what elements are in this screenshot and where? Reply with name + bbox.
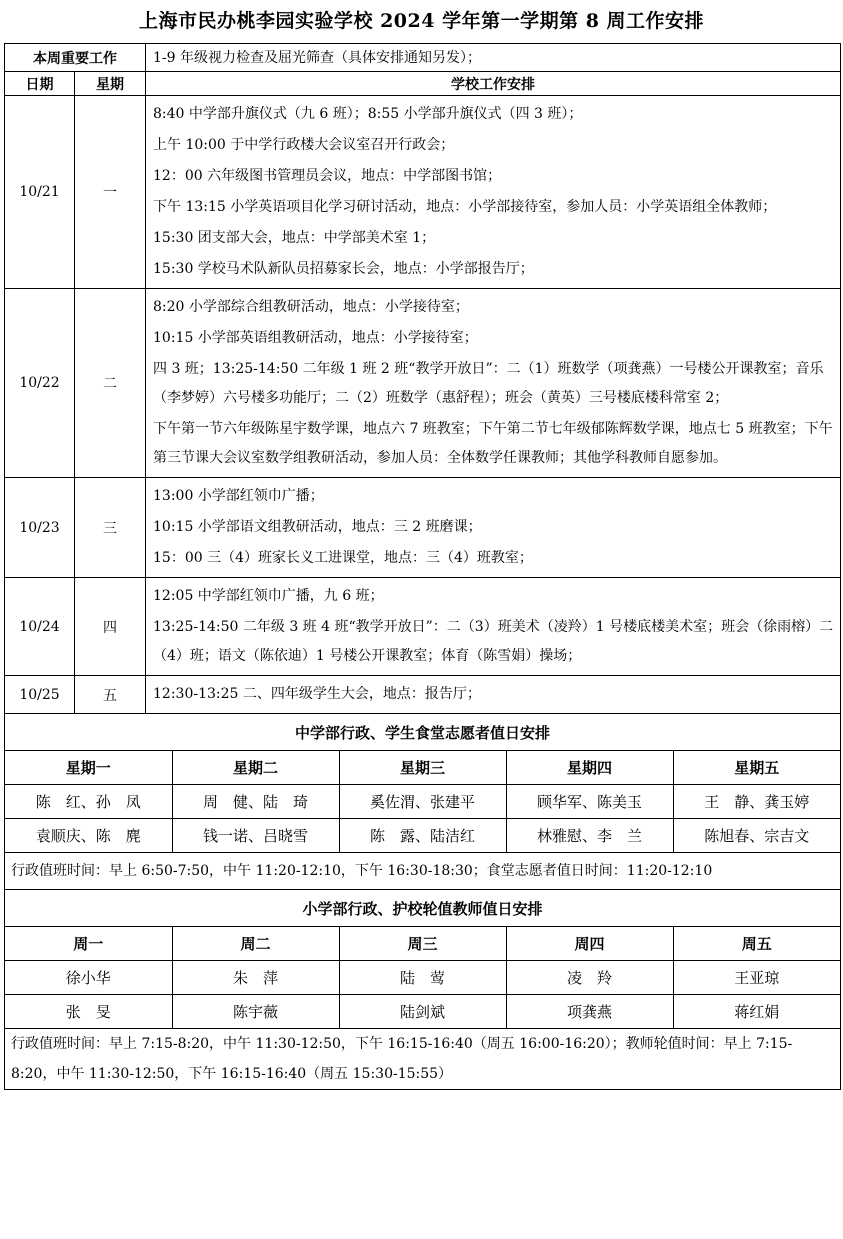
duty-cell: 林雅慰、李 兰 (506, 819, 673, 853)
duty-cell: 陆剑斌 (339, 995, 506, 1029)
primary-header-thu: 周四 (506, 927, 673, 961)
duty-cell: 顾华军、陈美玉 (506, 785, 673, 819)
day-weekday: 五 (75, 676, 146, 714)
day-date: 10/24 (5, 578, 75, 676)
duty-cell: 陈 露、陆洁红 (339, 819, 506, 853)
duty-cell: 凌 羚 (506, 961, 673, 995)
duty-cell: 奚佐渭、张建平 (339, 785, 506, 819)
duty-cell: 朱 萍 (172, 961, 339, 995)
primary-header-fri: 周五 (673, 927, 840, 961)
plan-line: 8:40 中学部升旗仪式（九 6 班）；8:55 小学部升旗仪式（四 3 班）； (153, 106, 583, 122)
duty-cell: 蒋红娟 (673, 995, 840, 1029)
day-row-thursday (5, 578, 841, 676)
primary-duty-title: 小学部行政、护校轮值教师值日安排 (5, 890, 840, 927)
day-weekday: 四 (75, 578, 146, 676)
middle-header-mon: 星期一 (5, 751, 172, 785)
plan-line: 15：00 三（4）班家长义工进课堂，地点：三（4）班教室； (153, 550, 533, 566)
plan-line: 13:00 小学部红领巾广播； (153, 488, 324, 504)
important-label: 本周重要工作 (5, 44, 146, 72)
page-title: 上海市民办桃李园实验学校 2024 学年第一学期第 8 周工作安排 (138, 10, 705, 32)
important-text: 1-9 年级视力检查及屈光筛查（具体安排通知另发）； (146, 44, 841, 72)
primary-header-wed: 周三 (339, 927, 506, 961)
duty-cell: 陈 红、孙 凤 (5, 785, 172, 819)
middle-duty-title: 中学部行政、学生食堂志愿者值日安排 (5, 714, 840, 751)
day-plan (146, 478, 841, 578)
duty-cell: 徐小华 (5, 961, 172, 995)
day-weekday: 一 (75, 96, 146, 289)
primary-duty-section (5, 890, 841, 1090)
plan-line: 四 3 班；13:25-14:50 二年级 1 班 2 班“教学开放日”：二（1）班数学（项龚燕）一号楼公开课教室；音乐（李梦婷）六号楼多功能厅；二（2）班数学（惠舒程）；班会（黄英）三号楼底楼科常室 2； (153, 361, 824, 406)
primary-duty-table (5, 890, 840, 1089)
day-plan (146, 289, 841, 478)
day-row-monday (5, 96, 841, 289)
middle-duty-table (5, 714, 840, 889)
day-date: 10/23 (5, 478, 75, 578)
plan-line: 15:30 学校马术队新队员招募家长会，地点：小学部报告厅； (153, 261, 534, 277)
day-weekday: 三 (75, 478, 146, 578)
primary-header-mon: 周一 (5, 927, 172, 961)
middle-header-wed: 星期三 (339, 751, 506, 785)
duty-cell: 陈旭春、宗吉文 (673, 819, 840, 853)
duty-cell: 袁顺庆、陈 麂 (5, 819, 172, 853)
header-date: 日期 (5, 72, 75, 96)
duty-cell: 周 健、陆 琦 (172, 785, 339, 819)
day-row-wednesday (5, 478, 841, 578)
middle-header-fri: 星期五 (673, 751, 840, 785)
header-plan: 学校工作安排 (146, 72, 841, 96)
duty-cell: 陈宇薇 (172, 995, 339, 1029)
plan-line: 下午第一节六年级陈星宇数学课，地点六 7 班教室；下午第二节七年级郁陈辉数学课，地点七 5 班教室；下午第三节课大会议室数学组教研活动，参加人员：全体数学任课教师；其他学科教师自愿参加。 (153, 421, 833, 466)
duty-cell: 钱一诺、吕晓雪 (172, 819, 339, 853)
day-plan (146, 578, 841, 676)
primary-duty-note: 行政值班时间：早上 7:15-8:20，中午 11:30-12:50，下午 16:15-16:40（周五 16:00-16:20）；教师轮值时间：早上 7:15-8:20，中午 11:30-12:50，下午 16:15-16:40（周五 15:30-15:55） (5, 1029, 840, 1090)
duty-cell: 王亚琼 (673, 961, 840, 995)
day-date: 10/25 (5, 676, 75, 714)
plan-line: 12:30-13:25 二、四年级学生大会，地点：报告厅； (153, 686, 481, 702)
plan-line: 10:15 小学部语文组教研活动，地点：三 2 班磨课； (153, 519, 482, 535)
day-date: 10/22 (5, 289, 75, 478)
plan-line: 15:30 团支部大会，地点：中学部美术室 1； (153, 230, 436, 246)
plan-line: 12:05 中学部红领巾广播，九 6 班； (153, 588, 384, 604)
plan-line: 12：00 六年级图书管理员会议，地点：中学部图书馆； (153, 168, 502, 184)
schedule-table (4, 43, 841, 1090)
day-weekday: 二 (75, 289, 146, 478)
plan-line: 8:20 小学部综合组教研活动，地点：小学接待室； (153, 299, 469, 315)
plan-line: 下午 13:15 小学英语项目化学习研讨活动，地点：小学部接待室，参加人员：小学英语组全体教师； (153, 199, 777, 215)
day-plan (146, 676, 841, 714)
middle-duty-note: 行政值班时间：早上 6:50-7:50，中午 11:20-12:10，下午 16:30-18:30；食堂志愿者值日时间：11:20-12:10 (5, 853, 840, 890)
day-plan (146, 96, 841, 289)
duty-cell: 王 静、龚玉婷 (673, 785, 840, 819)
primary-header-tue: 周二 (172, 927, 339, 961)
middle-duty-section (5, 714, 841, 890)
plan-line: 10:15 小学部英语组教研活动，地点：小学接待室； (153, 330, 478, 346)
middle-header-thu: 星期四 (506, 751, 673, 785)
day-date: 10/21 (5, 96, 75, 289)
day-row-tuesday (5, 289, 841, 478)
duty-cell: 陆 莺 (339, 961, 506, 995)
middle-header-tue: 星期二 (172, 751, 339, 785)
duty-cell: 张 旻 (5, 995, 172, 1029)
plan-line: 13:25-14:50 二年级 3 班 4 班“教学开放日”：二（3）班美术（凌羚）1 号楼底楼美术室；班会（徐雨榕）二（4）班；语文（陈依迪）1 号楼公开课教室；体育（陈雪娟）操场； (153, 619, 834, 664)
plan-line: 上午 10:00 于中学行政楼大会议室召开行政会； (153, 137, 455, 153)
day-row-friday (5, 676, 841, 714)
header-weekday: 星期 (75, 72, 146, 96)
duty-cell: 项龚燕 (506, 995, 673, 1029)
